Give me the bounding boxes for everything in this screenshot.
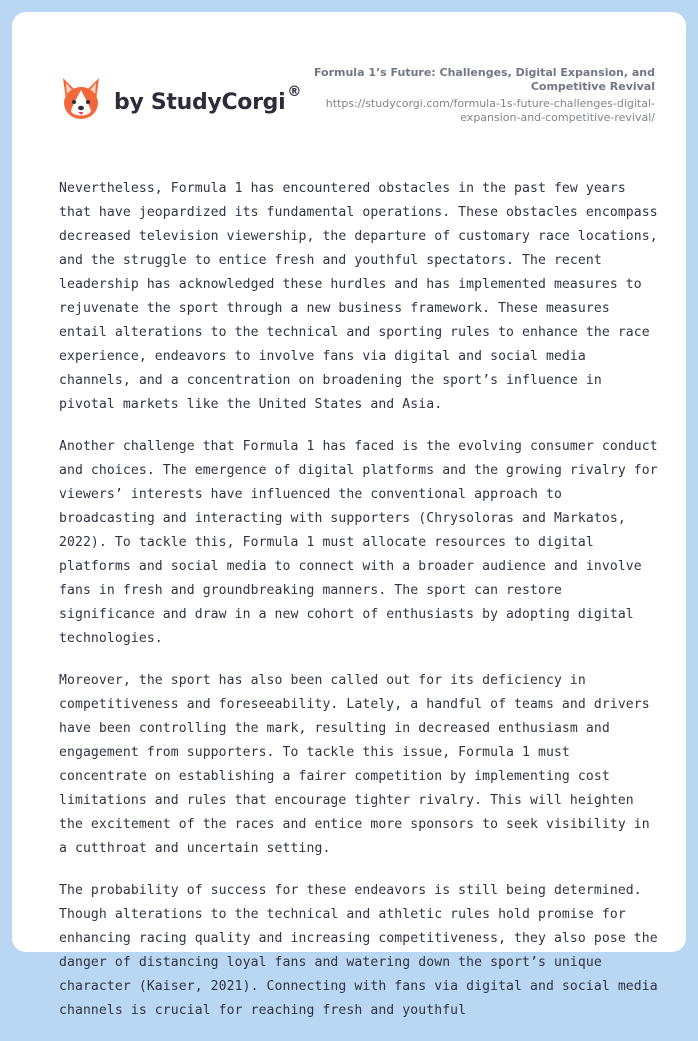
brand-text: by StudyCorgi bbox=[114, 89, 286, 115]
document-meta bbox=[295, 66, 655, 124]
corgi-logo-icon bbox=[60, 76, 102, 122]
document-title: Formula 1’s Future: Challenges, Digital Expansion, and Competitive Revival bbox=[313, 66, 655, 93]
brand-name bbox=[114, 83, 302, 115]
paragraph: Moreover, the sport has also been called out for its deficiency in competitiveness and foreseeability. Lately, a handful of teams and drivers have been controlling the mark, resulting in decreased enthusiasm and engagement from supporters. To tackle this issue, Formula 1 must concentrate on establishing a fairer competition by implementing cost limitations and rules that encourage tighter rivalry. This will heighten the excitement of the races and entice more sponsors to seek visibility in a cutthroat and uncertain setting. bbox=[59, 673, 650, 856]
paragraph: Another challenge that Formula 1 has faced is the evolving consumer conduct and choices. The emergence of digital platforms and the growing rivalry for viewers’ interests have influenced the conventional approach to broadcasting and interacting with supporters (Chrysoloras and Markatos, 2022). To tackle this, Formula 1 must allocate resources to digital platforms and social media to connect with a broader audience and involve fans in fresh and groundbreaking manners. The sport can restore significance and draw in a new cohort of enthusiasts by adopting digital technologies. bbox=[59, 439, 658, 646]
paragraph: The probability of success for these endeavors is still being determined. Though alterations to the technical and athletic rules hold promise for enhancing racing quality and increasing competitiveness, they also pose the danger of distancing loyal fans and watering down the sport’s unique character (Kaiser, 2021). Connecting with fans via digital and social media channels is crucial for reaching fresh and youthful bbox=[59, 883, 658, 1018]
paragraph: Nevertheless, Formula 1 has encountered obstacles in the past few years that have jeopardized its fundamental operations. These obstacles encompass decreased television viewership, the departure of customary race locations, and the struggle to entice fresh and youthful spectators. The recent leadership has acknowledged these hurdles and has implemented measures to rejuvenate the sport through a new business framework. These measures entail alterations to the technical and sporting rules to enhance the race experience, endeavors to involve fans via digital and social media channels, and a concentration on broadening the sport’s influence in pivotal markets like the United States and Asia. bbox=[59, 181, 658, 412]
document-page bbox=[12, 12, 686, 1018]
document-body bbox=[59, 177, 659, 1041]
document-url[interactable]: https://studycorgi.com/formula-1s-future-challenges-digital-expansion-and-competitive-revival/ bbox=[325, 97, 655, 124]
registered-mark: ® bbox=[287, 83, 302, 100]
studycorgi-logo[interactable] bbox=[60, 76, 301, 122]
